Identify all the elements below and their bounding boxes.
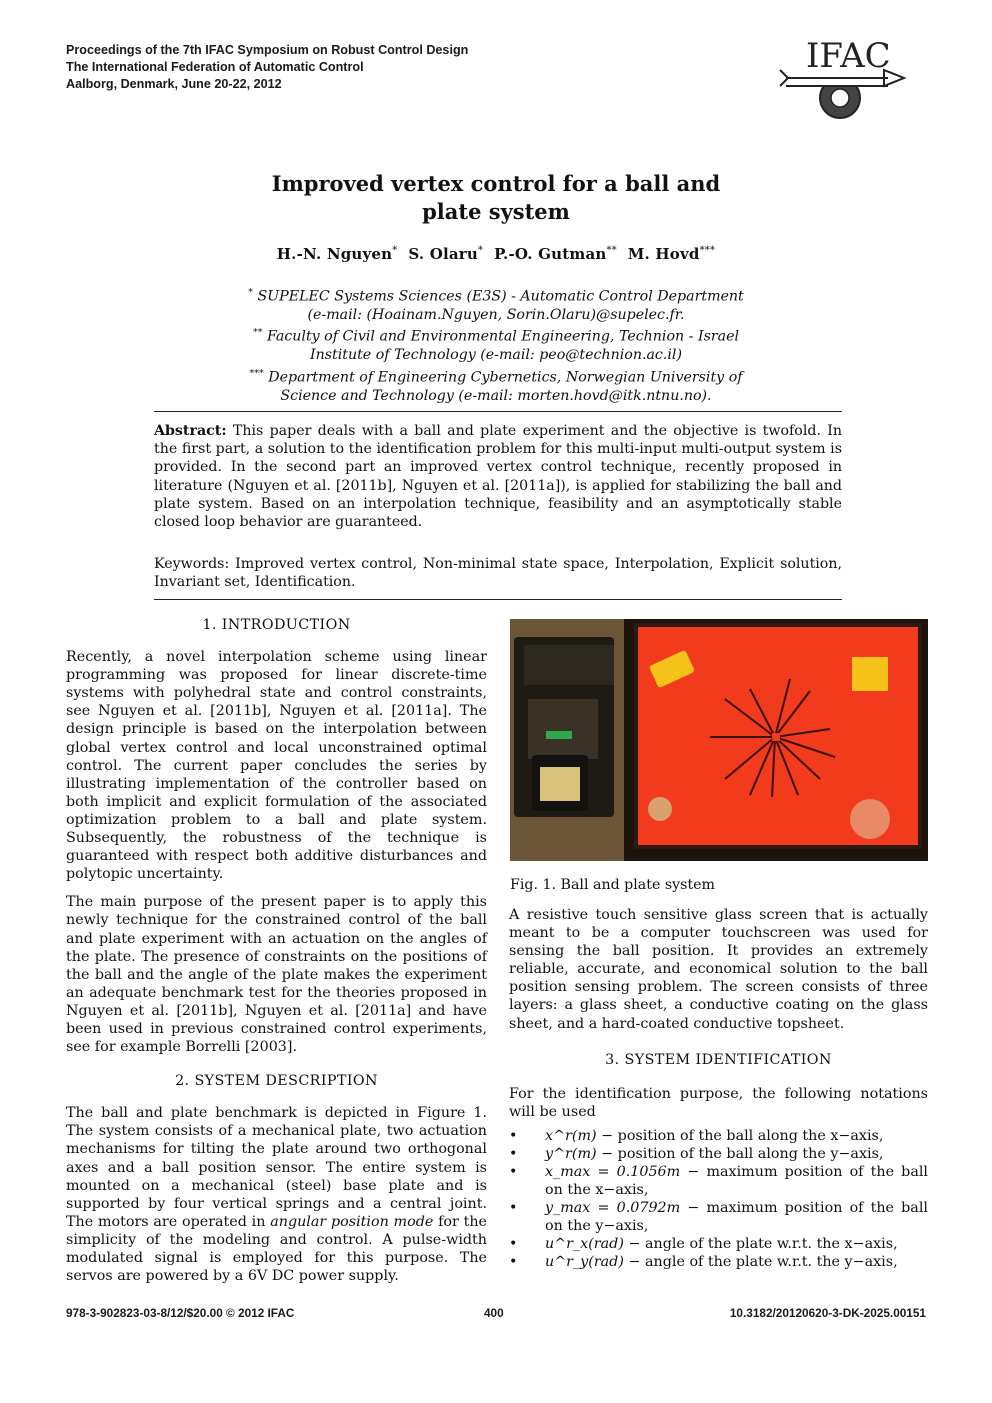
author-name: S. Olaru: [408, 245, 478, 263]
footer-isbn: 978-3-902823-03-8/12/$20.00 © 2012 IFAC: [66, 1306, 295, 1320]
affiliation-line: (e-mail: (Hoainam.Nguyen, Sorin.Olaru)@supelec.fr.: [307, 307, 685, 324]
author-list: [200, 245, 792, 263]
affiliation-mark: ***: [249, 367, 264, 379]
notation-desc: − position of the ball along the x−axis,: [601, 1127, 884, 1144]
notation-item: [509, 1145, 928, 1163]
affiliation-line: [200, 324, 792, 346]
title-line-1: Improved vertex control for a ball and: [271, 171, 721, 196]
affiliation-line: Institute of Technology (e-mail: peo@technion.ac.il): [310, 347, 682, 364]
paper-title: [200, 170, 792, 226]
identification-intro: For the identification purpose, the following notations will be used: [509, 1085, 928, 1120]
ifac-logo-text: IFAC: [806, 36, 891, 76]
abstract-top-rule: [154, 411, 842, 412]
intro-paragraph-1: Recently, a novel interpolation scheme using linear programming was proposed for linear discrete-time systems with polyhedral state and control constraints, see Nguyen et al. [2011b], Nguyen et al. [2011a]. The design principle is based on the interpolation between global vertex control and local unconstrained optimal control. The current paper concludes the series by illustrating implementation of the controller based on both implicit and explicit formulation of the associated optimization problem to a ball and plate system. Subsequently, the robustness of the technique is guaranteed with respect both additive disturbances and polytopic uncertainty.: [66, 649, 487, 883]
notation-desc: − angle of the plate w.r.t. the x−axis,: [628, 1235, 898, 1252]
title-line-2: plate system: [422, 199, 570, 224]
notation-item: [509, 1127, 928, 1145]
header-line-3: Aalborg, Denmark, June 20-22, 2012: [66, 77, 282, 91]
affiliation-mark: **: [252, 327, 263, 339]
proceedings-header: [66, 42, 468, 93]
figure-1-caption: Fig. 1. Ball and plate system: [510, 877, 715, 893]
notation-desc: − angle of the plate w.r.t. the y−axis,: [628, 1253, 898, 1270]
author-name: M. Hovd: [627, 245, 700, 263]
affiliation-line: [200, 365, 792, 387]
affiliations: [200, 284, 792, 405]
author-mark: ***: [699, 245, 716, 256]
abstract-label: Abstract:: [154, 423, 227, 439]
system-text-emphasis: angular position mode: [270, 1213, 434, 1230]
notation-desc: − position of the ball along the y−axis,: [601, 1145, 884, 1162]
ball-and-plate-photo: [510, 619, 928, 861]
right-column: [509, 906, 928, 1271]
affiliation-line: [200, 284, 792, 306]
notation-symbol: y_max = 0.0792m: [545, 1199, 681, 1216]
left-column: [66, 616, 487, 1295]
system-text-a: The ball and plate benchmark is depicted in Figure 1. The system consists of a mechanical plate, two actuation mechanisms for tilting the plate around two orthogonal axes and a ball position sensor. The entire system is mounted on a mechanical (steel) base plate and is supported by four vertical springs and a central joint. The motors are operated in: [66, 1105, 487, 1230]
affiliation-line: Science and Technology (e-mail: morten.hovd@itk.ntnu.no).: [280, 387, 712, 404]
notation-symbol: x^r(m): [545, 1127, 597, 1144]
sensor-paragraph: A resistive touch sensitive glass screen that is actually meant to be a computer touchscreen was used for sensing the ball position. It provides an extremely reliable, accurate, and economical solution to the ball position sensing problem. The screen consists of three layers: a glass sheet, a conductive coating on the glass sheet, and a hard-coated conductive topsheet.: [509, 907, 928, 1032]
author-mark: *: [392, 245, 398, 256]
section-heading-system-description: 2. SYSTEM DESCRIPTION: [175, 1073, 378, 1090]
footer-doi: 10.3182/20120620-3-DK-2025.00151: [729, 1306, 926, 1320]
notation-symbol: u^r_y(rad): [545, 1253, 624, 1270]
notation-item: [509, 1163, 928, 1199]
affiliation-mark: *: [248, 287, 253, 298]
section-heading-system-identification: 3. SYSTEM IDENTIFICATION: [605, 1051, 832, 1068]
notation-desc: − maximum position of the ball on the y−axis,: [545, 1199, 928, 1234]
section-heading-introduction: 1. INTRODUCTION: [202, 617, 351, 633]
notation-list: [509, 1127, 928, 1271]
system-text-b: for the simplicity of the modeling and control. A pulse-width modulated signal is employed for this purpose. The servos are powered by a 6V DC power supply.: [66, 1213, 488, 1285]
system-description-paragraph: [66, 1104, 487, 1285]
author-name: H.-N. Nguyen: [276, 245, 393, 263]
header-line-1: Proceedings of the 7th IFAC Symposium on Robust Control Design: [66, 43, 469, 57]
notation-symbol: u^r_x(rad): [545, 1235, 624, 1252]
author-mark: *: [478, 245, 484, 256]
notation-item: [509, 1199, 928, 1235]
author-name: P.-O. Gutman: [494, 245, 607, 263]
affiliation-text: SUPELEC Systems Sciences (E3S) - Automatic Control Department: [257, 288, 744, 305]
affiliation-text: Faculty of Civil and Environmental Engineering, Technion - Israel: [266, 329, 740, 346]
notation-item: [509, 1253, 928, 1271]
abstract-text: This paper deals with a ball and plate experiment and the objective is twofold. In the first part, a solution to the identification problem for this multi-input multi-output system is provided. In the second part an improved vertex control technique, recently proposed in literature (Nguyen et al. [2011b], Nguyen et al. [2011a]), is applied for stabilizing the ball and plate system. Based on an interpolation technique, feasibility and an asymptotically stable closed loop behavior are guaranteed.: [154, 423, 842, 531]
abstract-bottom-rule: [154, 599, 842, 600]
notation-item: [509, 1235, 928, 1253]
notation-symbol: x_max = 0.1056m: [545, 1163, 681, 1180]
keywords: Keywords: Improved vertex control, Non-minimal state space, Interpolation, Explicit solution, Invariant set, Identification.: [154, 556, 842, 591]
ifac-logo: [776, 36, 910, 128]
notation-symbol: y^r(m): [545, 1145, 597, 1162]
affiliation-text: Department of Engineering Cybernetics, Norwegian University of: [268, 369, 743, 386]
notation-desc: − maximum position of the ball on the x−axis,: [545, 1163, 928, 1198]
author-mark: **: [606, 245, 617, 256]
intro-paragraph-2: The main purpose of the present paper is to apply this newly technique for the constrained control of the ball and plate experiment with an actuation on the angles of the plate. The presence of constraints on the positions of the ball and the angle of the plate makes the experiment an adequate benchmark test for the theories proposed in Nguyen et al. [2011b], Nguyen et al. [2011a] and have been used in previous constrained control experiments, see for example Borrelli [2003].: [66, 894, 487, 1056]
page-number: 400: [484, 1306, 504, 1320]
header-line-2: The International Federation of Automatic Control: [66, 60, 364, 74]
abstract: [154, 422, 842, 531]
